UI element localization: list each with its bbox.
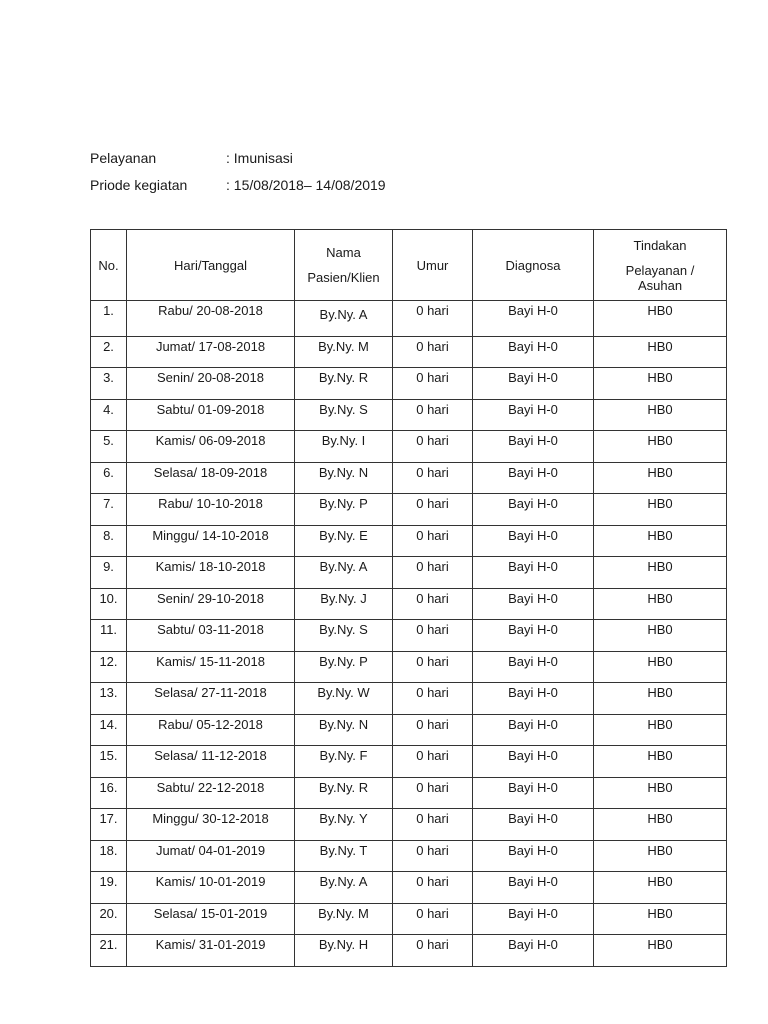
cell-diagnosis: Bayi H-0 xyxy=(473,746,594,778)
table-row xyxy=(91,494,727,526)
table-row xyxy=(91,777,727,809)
cell-action: HB0 xyxy=(594,651,727,683)
cell-age: 0 hari xyxy=(393,588,473,620)
cell-age: 0 hari xyxy=(393,840,473,872)
cell-patient-name: By.Ny. N xyxy=(295,714,393,746)
cell-age: 0 hari xyxy=(393,714,473,746)
cell-date: Rabu/ 10-10-2018 xyxy=(127,494,295,526)
cell-action: HB0 xyxy=(594,746,727,778)
cell-no: 15. xyxy=(91,746,127,778)
header-age: Umur xyxy=(393,230,473,301)
cell-diagnosis: Bayi H-0 xyxy=(473,368,594,400)
cell-age: 0 hari xyxy=(393,368,473,400)
cell-patient-name: By.Ny. Y xyxy=(295,809,393,841)
table-row xyxy=(91,809,727,841)
cell-diagnosis: Bayi H-0 xyxy=(473,683,594,715)
cell-patient-name: By.Ny. H xyxy=(295,935,393,967)
cell-diagnosis: Bayi H-0 xyxy=(473,935,594,967)
cell-patient-name: By.Ny. M xyxy=(295,336,393,368)
cell-diagnosis: Bayi H-0 xyxy=(473,620,594,652)
cell-date: Sabtu/ 03-11-2018 xyxy=(127,620,295,652)
period-label: Priode kegiatan xyxy=(90,177,188,193)
cell-no: 19. xyxy=(91,872,127,904)
cell-age: 0 hari xyxy=(393,336,473,368)
cell-age: 0 hari xyxy=(393,399,473,431)
cell-diagnosis: Bayi H-0 xyxy=(473,301,594,337)
cell-patient-name: By.Ny. W xyxy=(295,683,393,715)
table-row xyxy=(91,588,727,620)
header-action-line1: Tindakan xyxy=(633,237,687,253)
table-row xyxy=(91,336,727,368)
header-date: Hari/Tanggal xyxy=(127,230,295,301)
cell-patient-name: By.Ny. E xyxy=(295,525,393,557)
cell-action: HB0 xyxy=(594,840,727,872)
cell-diagnosis: Bayi H-0 xyxy=(473,588,594,620)
table-row xyxy=(91,368,727,400)
table-row xyxy=(91,840,727,872)
cell-patient-name: By.Ny. J xyxy=(295,588,393,620)
cell-patient-name: By.Ny. A xyxy=(295,872,393,904)
cell-no: 7. xyxy=(91,494,127,526)
table-row xyxy=(91,746,727,778)
table-row xyxy=(91,872,727,904)
header-action-line3: Asuhan xyxy=(637,277,683,293)
cell-date: Selasa/ 18-09-2018 xyxy=(127,462,295,494)
cell-action: HB0 xyxy=(594,301,727,337)
cell-no: 21. xyxy=(91,935,127,967)
cell-date: Jumat/ 17-08-2018 xyxy=(127,336,295,368)
cell-no: 8. xyxy=(91,525,127,557)
cell-action: HB0 xyxy=(594,399,727,431)
table-header-row xyxy=(91,230,727,301)
header-diagnosis: Diagnosa xyxy=(473,230,594,301)
cell-age: 0 hari xyxy=(393,651,473,683)
cell-age: 0 hari xyxy=(393,809,473,841)
cell-no: 3. xyxy=(91,368,127,400)
cell-no: 4. xyxy=(91,399,127,431)
table-row xyxy=(91,651,727,683)
cell-patient-name: By.Ny. P xyxy=(295,494,393,526)
cell-no: 1. xyxy=(91,301,127,337)
table-row xyxy=(91,462,727,494)
cell-action: HB0 xyxy=(594,494,727,526)
cell-no: 2. xyxy=(91,336,127,368)
header-patient-name xyxy=(295,230,393,301)
cell-diagnosis: Bayi H-0 xyxy=(473,399,594,431)
cell-no: 14. xyxy=(91,714,127,746)
cell-age: 0 hari xyxy=(393,683,473,715)
cell-diagnosis: Bayi H-0 xyxy=(473,651,594,683)
table-row xyxy=(91,301,727,337)
cell-patient-name: By.Ny. M xyxy=(295,903,393,935)
cell-action: HB0 xyxy=(594,588,727,620)
table-row xyxy=(91,620,727,652)
cell-patient-name: By.Ny. F xyxy=(295,746,393,778)
header-no: No. xyxy=(91,230,127,301)
cell-age: 0 hari xyxy=(393,494,473,526)
cell-diagnosis: Bayi H-0 xyxy=(473,840,594,872)
cell-no: 10. xyxy=(91,588,127,620)
cell-age: 0 hari xyxy=(393,462,473,494)
cell-date: Minggu/ 30-12-2018 xyxy=(127,809,295,841)
cell-patient-name: By.Ny. S xyxy=(295,399,393,431)
cell-age: 0 hari xyxy=(393,431,473,463)
cell-no: 11. xyxy=(91,620,127,652)
cell-age: 0 hari xyxy=(393,746,473,778)
header-patient-name-line1: Nama xyxy=(326,245,361,260)
cell-date: Selasa/ 27-11-2018 xyxy=(127,683,295,715)
cell-diagnosis: Bayi H-0 xyxy=(473,494,594,526)
table-body xyxy=(91,301,727,967)
table-row xyxy=(91,935,727,967)
cell-age: 0 hari xyxy=(393,872,473,904)
cell-date: Senin/ 29-10-2018 xyxy=(127,588,295,620)
cell-age: 0 hari xyxy=(393,557,473,589)
cell-diagnosis: Bayi H-0 xyxy=(473,462,594,494)
cell-patient-name: By.Ny. A xyxy=(295,301,393,337)
cell-date: Kamis/ 31-01-2019 xyxy=(127,935,295,967)
cell-action: HB0 xyxy=(594,557,727,589)
cell-action: HB0 xyxy=(594,368,727,400)
cell-age: 0 hari xyxy=(393,525,473,557)
cell-patient-name: By.Ny. I xyxy=(295,431,393,463)
cell-date: Jumat/ 04-01-2019 xyxy=(127,840,295,872)
cell-date: Rabu/ 20-08-2018 xyxy=(127,301,295,337)
cell-patient-name: By.Ny. T xyxy=(295,840,393,872)
table-row xyxy=(91,683,727,715)
cell-action: HB0 xyxy=(594,620,727,652)
cell-age: 0 hari xyxy=(393,903,473,935)
cell-patient-name: By.Ny. R xyxy=(295,777,393,809)
cell-no: 9. xyxy=(91,557,127,589)
cell-no: 6. xyxy=(91,462,127,494)
cell-date: Kamis/ 10-01-2019 xyxy=(127,872,295,904)
cell-diagnosis: Bayi H-0 xyxy=(473,872,594,904)
cell-age: 0 hari xyxy=(393,777,473,809)
cell-patient-name: By.Ny. P xyxy=(295,651,393,683)
cell-no: 12. xyxy=(91,651,127,683)
cell-diagnosis: Bayi H-0 xyxy=(473,336,594,368)
cell-date: Rabu/ 05-12-2018 xyxy=(127,714,295,746)
cell-no: 5. xyxy=(91,431,127,463)
cell-action: HB0 xyxy=(594,809,727,841)
table-row xyxy=(91,431,727,463)
cell-date: Kamis/ 15-11-2018 xyxy=(127,651,295,683)
cell-patient-name: By.Ny. A xyxy=(295,557,393,589)
header-action-line2: Pelayanan / xyxy=(625,262,695,278)
cell-action: HB0 xyxy=(594,872,727,904)
cell-diagnosis: Bayi H-0 xyxy=(473,557,594,589)
cell-no: 16. xyxy=(91,777,127,809)
cell-date: Senin/ 20-08-2018 xyxy=(127,368,295,400)
header-patient-name-line2: Pasien/Klien xyxy=(307,270,380,285)
cell-diagnosis: Bayi H-0 xyxy=(473,525,594,557)
cell-patient-name: By.Ny. R xyxy=(295,368,393,400)
cell-date: Kamis/ 18-10-2018 xyxy=(127,557,295,589)
table-row xyxy=(91,714,727,746)
cell-action: HB0 xyxy=(594,683,727,715)
cell-date: Sabtu/ 01-09-2018 xyxy=(127,399,295,431)
cell-date: Sabtu/ 22-12-2018 xyxy=(127,777,295,809)
table-row xyxy=(91,525,727,557)
cell-action: HB0 xyxy=(594,336,727,368)
cell-age: 0 hari xyxy=(393,620,473,652)
cell-action: HB0 xyxy=(594,462,727,494)
cell-action: HB0 xyxy=(594,935,727,967)
cell-action: HB0 xyxy=(594,525,727,557)
table-row xyxy=(91,557,727,589)
cell-no: 17. xyxy=(91,809,127,841)
cell-action: HB0 xyxy=(594,777,727,809)
cell-diagnosis: Bayi H-0 xyxy=(473,903,594,935)
service-label: Pelayanan xyxy=(90,150,157,166)
cell-diagnosis: Bayi H-0 xyxy=(473,809,594,841)
cell-patient-name: By.Ny. N xyxy=(295,462,393,494)
cell-no: 13. xyxy=(91,683,127,715)
cell-no: 18. xyxy=(91,840,127,872)
cell-date: Selasa/ 15-01-2019 xyxy=(127,903,295,935)
cell-action: HB0 xyxy=(594,431,727,463)
cell-date: Kamis/ 06-09-2018 xyxy=(127,431,295,463)
cell-diagnosis: Bayi H-0 xyxy=(473,714,594,746)
period-value: : 15/08/2018– 14/08/2019 xyxy=(226,177,386,193)
cell-age: 0 hari xyxy=(393,935,473,967)
cell-diagnosis: Bayi H-0 xyxy=(473,431,594,463)
cell-diagnosis: Bayi H-0 xyxy=(473,777,594,809)
cell-no: 20. xyxy=(91,903,127,935)
cell-age: 0 hari xyxy=(393,301,473,337)
cell-action: HB0 xyxy=(594,903,727,935)
table-row xyxy=(91,903,727,935)
service-value: : Imunisasi xyxy=(226,150,293,166)
cell-date: Minggu/ 14-10-2018 xyxy=(127,525,295,557)
cell-patient-name: By.Ny. S xyxy=(295,620,393,652)
header-action xyxy=(594,230,727,301)
cell-date: Selasa/ 11-12-2018 xyxy=(127,746,295,778)
immunization-table xyxy=(90,229,727,967)
cell-action: HB0 xyxy=(594,714,727,746)
table-row xyxy=(91,399,727,431)
